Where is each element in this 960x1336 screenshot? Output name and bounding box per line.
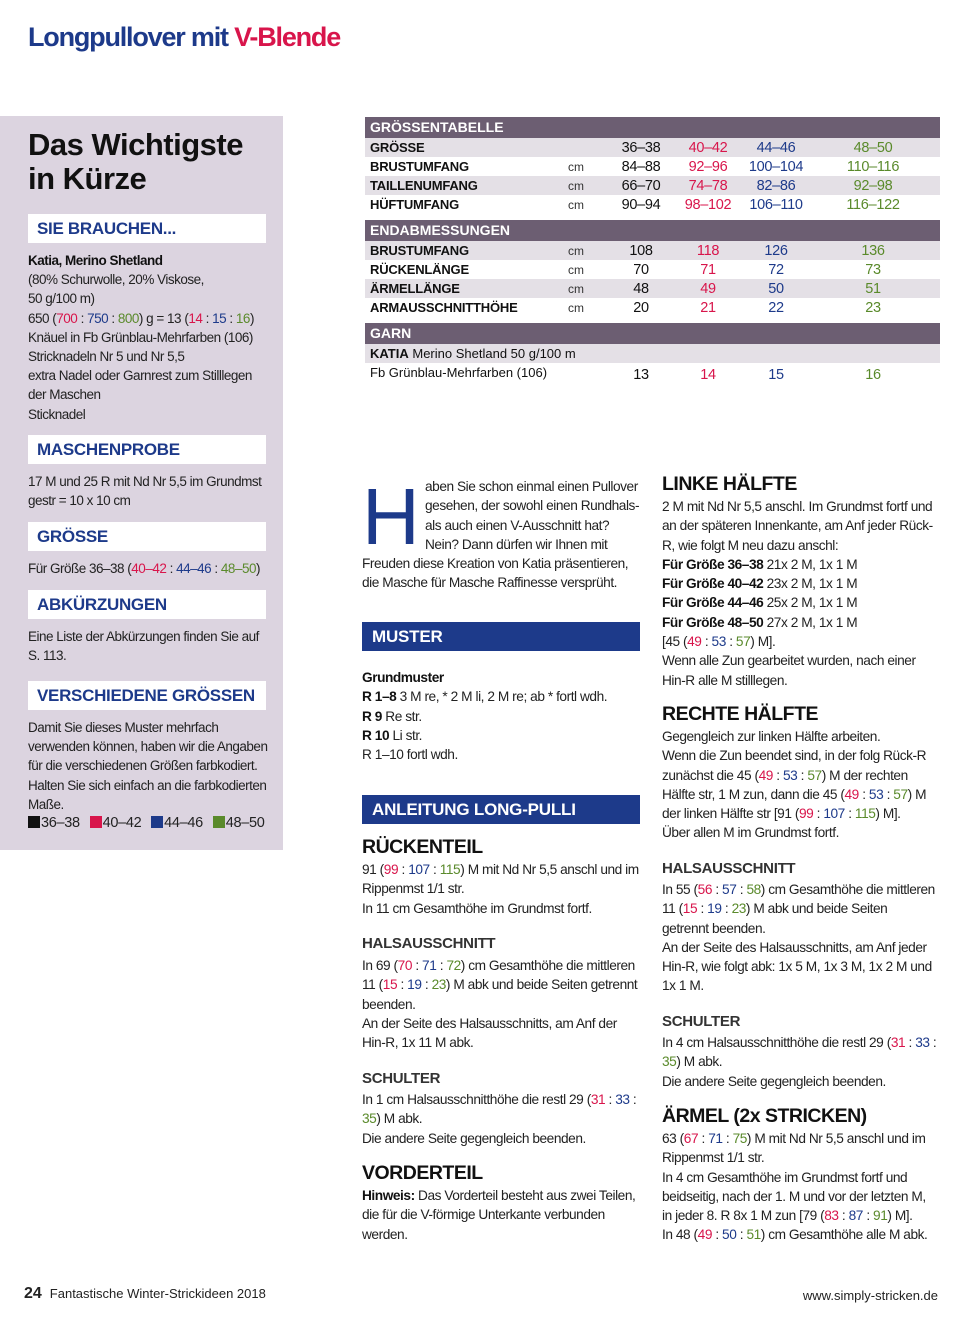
footer-url[interactable]: www.simply-stricken.de [802, 1288, 938, 1303]
table-row-unit: cm [568, 160, 584, 174]
table-cell-size-4: 116–122 [846, 197, 900, 213]
linke-text: 2 M mit Nd Nr 5,5 anschl. Im Grundmst fortf und an der späteren Innenkante, am Anf jeder Rück-R, wie folgt M neu dazu anschl: Für Größe 36–38 21x 2 M, 1x 1 M Für Größe 40–42 23x 2 M, 1x 1 M Für Größe 44–46 25x 2 M, 1x 1 M Für Größe 48–50 27x 2 M, 1x 1 M [45 (49 : 53 : 57) M]. Wenn alle Zun gearbeitet wurden, nach einer Hin-R alle M stilllegen. [662, 499, 933, 688]
size-color-legend [28, 815, 271, 831]
legend-item: 36–38 [28, 815, 80, 831]
table-cell-size-1: 90–94 [621, 197, 661, 213]
table-row-unit: cm [568, 198, 584, 212]
table-row [365, 176, 940, 195]
table-row-label: GRÖSSE [370, 140, 425, 155]
table-cell-size-3: 50 [768, 281, 784, 297]
table-row-label: HÜFTUMFANG [370, 197, 459, 212]
aermel-text: 63 (67 : 71 : 75) M mit Nd Nr 5,5 anschl und im Rippenmst 1/1 str. In 4 cm Gesamthöhe im Grundmst fortf und beidseitig, nach der 1. M und vor der letzten M, in jeder 8. R 8x 1 M zun [79 (83 : 87 : 91) M]. In 48 (49 : 50 : 51) cm Gesamthöhe alle M abk. [662, 1131, 928, 1243]
table-cell-size-4: 48–50 [853, 140, 893, 156]
table-row [365, 241, 940, 260]
table-cell-size-1: 66–70 [621, 178, 661, 194]
gauge-heading: MASCHENPROBE [28, 435, 266, 464]
abbr-text: Eine Liste der Abkürzungen finden Sie auf S. 113. [28, 629, 259, 664]
table-section-measurements: ENDABMESSUNGEN [365, 220, 940, 241]
table-row-unit: cm [568, 282, 584, 296]
legend-swatch-red [90, 816, 102, 828]
table-cell-size-3: 100–104 [748, 159, 804, 175]
size-text: Für Größe 36–38 (40–42 : 44–46 : 48–50) [28, 561, 260, 576]
table-row-label: TAILLENUMFANG [370, 178, 478, 193]
table-row [365, 157, 940, 176]
table-cell-size-2: 118 [696, 243, 720, 259]
table-cell-size-3: 44–46 [756, 140, 796, 156]
table-section-yarn: GARN [365, 323, 940, 344]
table-cell-size-4: 23 [865, 300, 881, 316]
gauge-text: 17 M und 25 R mit Nd Nr 5,5 im Grundmst gestr = 10 x 10 cm [28, 474, 262, 509]
table-row-unit: cm [568, 244, 584, 258]
table-cell-size-2: 40–42 [688, 140, 728, 156]
rechte-text: Gegengleich zur linken Hälfte arbeiten. Wenn die Zun beendet sind, in der folg Rück-R zunächst die 45 (49 : 53 : 57) M der rechten Hälfte str, 1 M zun, dann die 45 (49 : 53 : 57) M der linken Hälfte str [91 (99 : 107 : 115) M]. Über allen M im Grundmst fortf. [662, 729, 927, 841]
table-cell-size-2: 74–78 [688, 178, 728, 194]
table-cell-size-2: 98–102 [684, 197, 732, 213]
size-heading: GRÖSSE [28, 522, 266, 551]
table-row-unit: cm [568, 263, 584, 277]
sizes-heading: VERSCHIEDENE GRÖSSEN [28, 681, 266, 710]
table-cell-size-1: 48 [633, 281, 649, 297]
linke-heading: LINKE HÄLFTE [662, 473, 797, 495]
table-cell-size-4: 92–98 [853, 178, 893, 194]
muster-bar: MUSTER [362, 622, 640, 651]
table-cell-size-1: 36–38 [621, 140, 661, 156]
table-cell-size-4: 51 [865, 281, 881, 297]
table-cell-size-3: 126 [764, 243, 788, 259]
vorder-text: Hinweis: Das Vorderteil besteht aus zwei Teilen, die für die V-förmige Unterkante verbunden werden. [362, 1188, 636, 1242]
table-cell-size-1: 84–88 [621, 159, 661, 175]
table-row: Fb Grünblau-Mehrfarben (106) 13 14 15 16 [370, 365, 881, 383]
table-cell-size-1: 20 [633, 300, 649, 316]
need-heading: SIE BRAUCHEN... [28, 214, 266, 243]
legend-item: 40–42 [90, 815, 142, 831]
legend-item: 48–50 [213, 815, 265, 831]
table-row [365, 260, 940, 279]
table-cell-size-2: 92–96 [688, 159, 728, 175]
need-text: Katia, Merino Shetland (80% Schurwolle, 20% Viskose, 50 g/100 m) 650 (700 : 750 : 800) g = 13 (14 : 15 : 16) Knäuel in Fb Grünblau-Mehrfarben (106) Stricknadeln Nr 5 und Nr 5,5 extra Nadel oder Garnrest zum Stilllegen der Maschen Sticknadel [28, 253, 254, 422]
page-title: Longpullover mit V-Blende [28, 22, 341, 52]
table-row-unit: cm [568, 301, 584, 315]
table-cell-size-2: 49 [700, 281, 716, 297]
rechte-schulter-text: In 4 cm Halsausschnitthöhe die restl 29 (31 : 33 : 35) M abk. Die andere Seite gegengleich beenden. [662, 1035, 937, 1089]
table-cell-size-3: 72 [768, 262, 784, 278]
abbr-heading: ABKÜRZUNGEN [28, 590, 266, 619]
table-cell-size-4: 73 [865, 262, 881, 278]
legend-swatch-black [28, 816, 40, 828]
ruecken-heading: RÜCKENTEIL [362, 836, 483, 858]
table-row [365, 138, 940, 157]
table-cell-size-3: 22 [768, 300, 784, 316]
table-row [365, 195, 940, 214]
table-cell-size-3: 106–110 [749, 197, 803, 213]
table-row-label: ARMAUSSCHNITTHÖHE [370, 300, 518, 315]
table-row-label: BRUSTUMFANG [370, 243, 469, 258]
intro-text-bottom: Freuden diese Kreation von Katia präsentieren, die Masche für Masche Raffinesse versprüht. [362, 556, 629, 591]
sizes-text: Damit Sie dieses Muster mehrfach verwenden können, haben wir die Angaben für die verschiedenen Größen farbkodiert. Halten Sie sich einfach an die farbkodierten Maße. [28, 720, 268, 812]
table-row-label: RÜCKENLÄNGE [370, 262, 469, 277]
table-cell-size-1: 108 [629, 243, 653, 259]
legend-swatch-blue [151, 816, 163, 828]
rechte-schulter-heading: SCHULTER [662, 1013, 741, 1030]
rechte-heading: RECHTE HÄLFTE [662, 703, 818, 725]
sidebar-title: Das Wichtigste in Kürze [28, 127, 243, 196]
rechte-hals-heading: HALSAUSSCHNITT [662, 860, 796, 877]
table-cell-size-3: 82–86 [756, 178, 796, 194]
table-row-unit: cm [568, 179, 584, 193]
table-row-label: ÄRMELLÄNGE [370, 281, 460, 296]
table-section-sizes: GRÖSSENTABELLE [365, 117, 940, 138]
aermel-heading: ÄRMEL (2x STRICKEN) [662, 1105, 867, 1127]
magazine-name: Fantastische Winter-Strickideen 2018 [49, 1286, 266, 1301]
table-cell-size-4: 136 [861, 243, 885, 259]
table-cell-size-1: 70 [633, 262, 649, 278]
legend-swatch-green [213, 816, 225, 828]
anleitung-bar: ANLEITUNG LONG-PULLI [362, 795, 640, 824]
rechte-hals-text: In 55 (56 : 57 : 58) cm Gesamthöhe die mittleren 11 (15 : 19 : 23) M abk und beide Seiten getrennt beenden. An der Seite des Halsausschnitts, am Anf jeder Hin-R, wie folgt abk: 1x 5 M, 1x 3 M, 1x 2 M und 1x 1 M. [662, 882, 935, 994]
table-row: KATIA Merino Shetland 50 g/100 m [365, 344, 940, 363]
table-row [365, 279, 940, 298]
ruecken-schulter-text: In 1 cm Halsausschnitthöhe die restl 29 (31 : 33 : 35) M abk. Die andere Seite gegengleich beenden. [362, 1092, 637, 1146]
legend-item: 44–46 [151, 815, 203, 831]
table-cell-size-2: 21 [700, 300, 716, 316]
table-cell-size-4: 110–116 [846, 159, 900, 175]
intro-dropcap: H [362, 472, 420, 561]
ruecken-schulter-heading: SCHULTER [362, 1070, 441, 1087]
table-row-label: BRUSTUMFANG [370, 159, 469, 174]
footer-left [24, 1285, 266, 1303]
vorder-heading: VORDERTEIL [362, 1162, 483, 1184]
ruecken-hals-heading: HALSAUSSCHNITT [362, 935, 496, 952]
ruecken-hals-text: In 69 (70 : 71 : 72) cm Gesamthöhe die mittleren 11 (15 : 19 : 23) M abk und beide Seiten getrennt beenden. An der Seite des Halsausschnitts, am Anf der Hin-R, 1x 11 M abk. [362, 958, 638, 1051]
intro-text-top: aben Sie schon einmal einen Pullover gesehen, der sowohl einen Rundhals- als auch einen V-Ausschnitt hat? Nein? Dann dürfen wir Ihnen mit [425, 479, 640, 552]
table-row [365, 298, 940, 317]
muster-text: Grundmuster R 1–8 3 M re, * 2 M li, 2 M re; ab * fortl wdh. R 9 Re str. R 10 Li str. R 1–10 fortl wdh. [362, 670, 608, 763]
ruecken-text: 91 (99 : 107 : 115) M mit Nd Nr 5,5 anschl und im Rippenmst 1/1 str. In 11 cm Gesamthöhe im Grundmst fortf. [362, 862, 639, 916]
page-number: 24 [24, 1285, 42, 1302]
table-cell-size-2: 71 [700, 262, 716, 278]
